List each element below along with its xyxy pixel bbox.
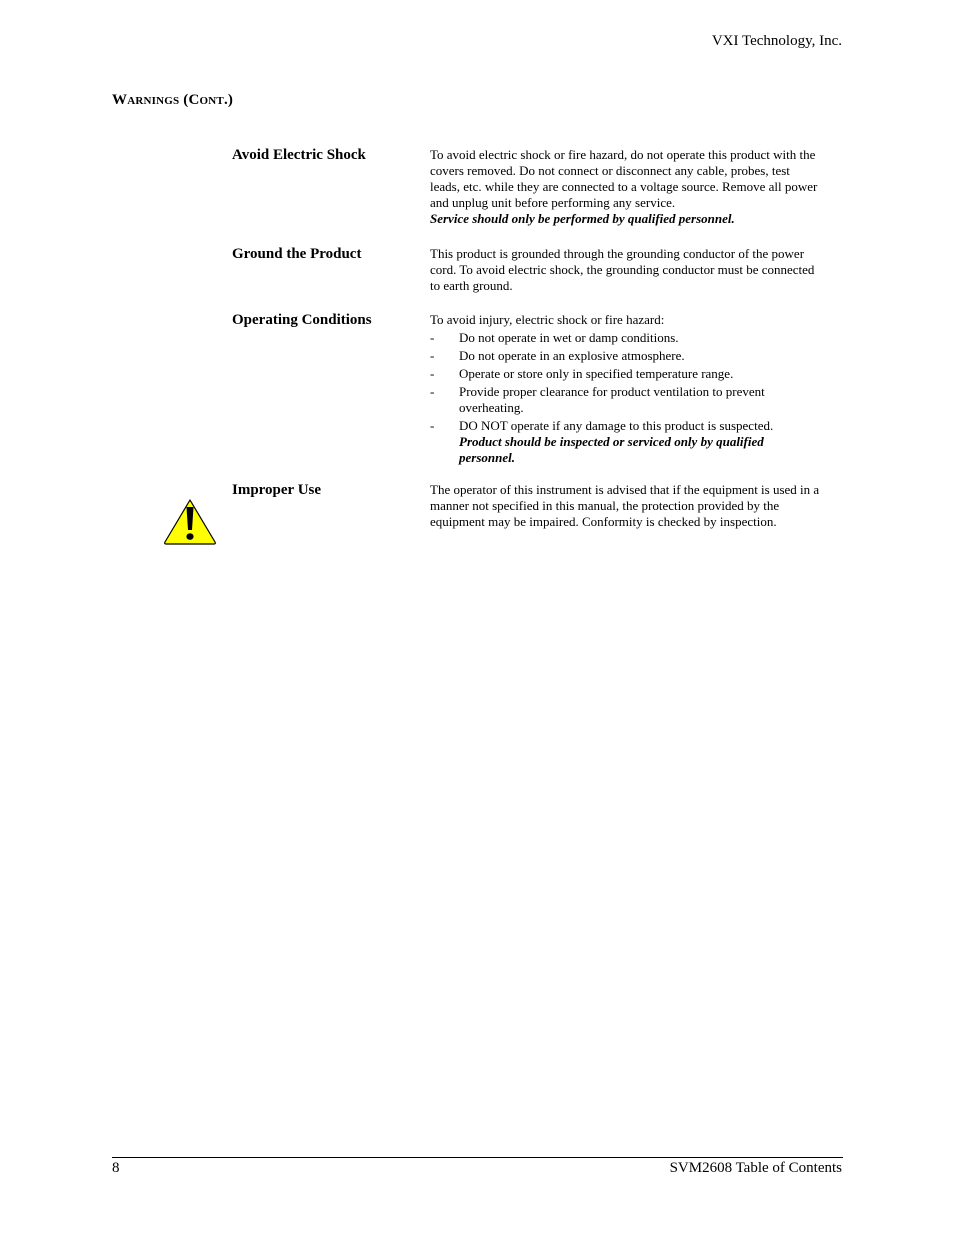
warning-emphasis: Product should be inspected or serviced only by qualified personnel. — [459, 434, 764, 465]
warning-triangle-icon — [162, 497, 218, 547]
warning-text-ground: This product is grounded through the grounding conductor of the power cord. To avoid electric shock, the grounding conductor must be connected to earth ground. — [430, 246, 815, 293]
page-number: 8 — [112, 1160, 120, 1176]
list-item: - Do not operate in an explosive atmosphere. — [430, 348, 685, 363]
list-item: - DO NOT operate if any damage to this product is suspected. Product should be inspected or serviced only by qualified personnel. — [430, 418, 822, 466]
header-company: VXI Technology, Inc. — [711, 33, 842, 49]
warning-label-ground: Ground the Product — [232, 246, 362, 262]
footer-rule — [112, 1157, 843, 1158]
list-dash: - — [430, 384, 435, 399]
list-item: - Provide proper clearance for product ventilation to prevent overheating. — [430, 384, 765, 415]
operating-intro: To avoid injury, electric shock or fire hazard: — [430, 312, 665, 327]
warning-emphasis: Service should only be performed by qualified personnel. — [430, 211, 735, 226]
list-dash: - — [430, 366, 435, 381]
warning-label-improper-use: Improper Use — [232, 482, 322, 498]
warning-text-electric-shock — [430, 147, 822, 227]
list-dash: - — [430, 348, 435, 363]
list-dash: - — [430, 418, 435, 433]
list-item: - Operate or store only in specified temperature range. — [430, 366, 734, 381]
section-title: Warnings (Cont.) — [112, 92, 234, 108]
warning-label-electric-shock: Avoid Electric Shock — [232, 147, 366, 163]
warning-text-operating-conditions — [430, 312, 822, 468]
warning-label-operating-conditions: Operating Conditions — [232, 312, 372, 328]
list-dash: - — [430, 330, 435, 345]
operating-conditions-list — [430, 330, 822, 466]
warning-body: To avoid electric shock or fire hazard, do not operate this product with the covers removed. Do not connect or disconnect any cable, probes, test leads, etc. while they are connected to a voltage source. Remove all power and unplug unit before performing any service. — [430, 147, 818, 210]
list-item: - Do not operate in wet or damp conditions. — [430, 330, 679, 345]
warning-text-improper-use: The operator of this instrument is advised that if the equipment is used in a manner not specified in this manual, the protection provided by the equipment may be impaired. Conformity is checked by inspection. — [430, 482, 820, 529]
footer-document-title: SVM2608 Table of Contents — [669, 1160, 842, 1176]
